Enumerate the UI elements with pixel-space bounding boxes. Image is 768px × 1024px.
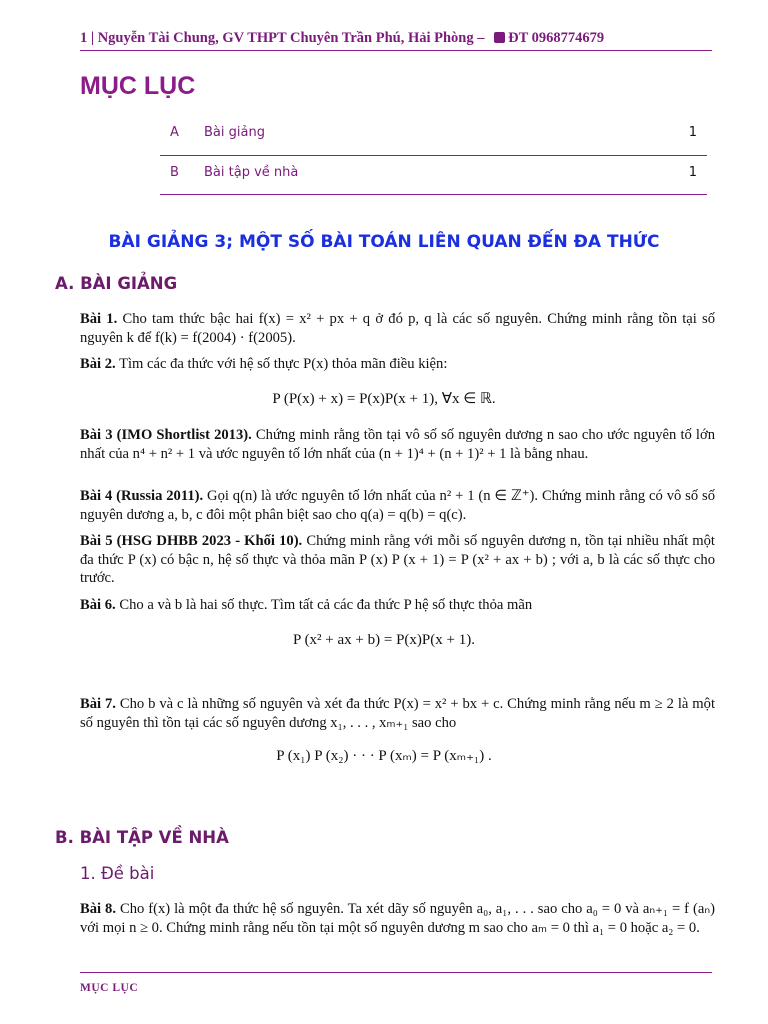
header-rule bbox=[80, 50, 712, 51]
section-b-heading: B. BÀI TẬP VỀ NHÀ bbox=[55, 828, 229, 847]
problem-3 bbox=[80, 426, 715, 463]
problem-text: Cho f(x) là một đa thức hệ số nguyên. Ta xét dãy số nguyên a₀, a₁, . . . sao cho a₀ = 0 và aₙ₊₁ = f (aₙ) với mọi n ≥ 0. Chứng minh rằng nếu tồn tại một số nguyên dương m sao cho aₘ = 0 thì a₁ = 0 hoặc a₂ = 0. bbox=[80, 901, 715, 936]
toc-label: Bài tập về nhà bbox=[204, 165, 299, 180]
toc-letter: B bbox=[170, 165, 179, 180]
phone-number: ĐT 0968774679 bbox=[508, 30, 605, 46]
problem-label: Bài 5 (HSG DHBB 2023 - Khối 10). bbox=[80, 533, 303, 549]
problem-text: Cho a và b là hai số thực. Tìm tất cả các đa thức P hệ số thực thỏa mãn bbox=[119, 597, 533, 613]
equation-2: P (P(x) + x) = P(x)P(x + 1), ∀x ∈ ℝ. bbox=[272, 391, 496, 407]
problem-text: Chứng minh rằng với mỗi số nguyên dương n, tồn tại nhiều nhất một đa thức P (x) có bậc n, hệ số thực và thỏa mãn P (x) P (x + 1) = P (x² + ax + b) ; với a, b là các số thực cho trước. bbox=[80, 533, 715, 586]
toc-page: 1 bbox=[688, 125, 697, 140]
page-number: 1 bbox=[80, 30, 88, 46]
problem-label: Bài 7. bbox=[80, 696, 116, 712]
problem-text: Gọi q(n) là ước nguyên tố lớn nhất của n² + 1 (n ∈ ℤ⁺). Chứng minh rằng có vô số số nguyên dương a, b, c đôi một phân biệt sao cho q(a) = q(b) = q(c). bbox=[80, 488, 715, 523]
toc-label: Bài giảng bbox=[204, 125, 265, 140]
toc-title: MỤC LỤC bbox=[80, 72, 196, 100]
phone-icon bbox=[494, 32, 505, 43]
problem-label: Bài 4 (Russia 2011). bbox=[80, 488, 204, 504]
problem-7 bbox=[80, 695, 715, 732]
equation-7: P (x₁) P (x₂) · · · P (xₘ) = P (xₘ₊₁) . bbox=[276, 748, 492, 764]
problem-text: Cho b và c là những số nguyên và xét đa thức P(x) = x² + bx + c. Chứng minh rằng nếu m ≥ 2 là một số nguyên thì tồn tại các số nguyên dương x₁, . . . , xₘ₊₁ sao cho bbox=[80, 696, 715, 731]
lecture-title: BÀI GIẢNG 3; MỘT SỐ BÀI TOÁN LIÊN QUAN ĐẾN ĐA THỨC bbox=[108, 232, 660, 252]
problem-label: Bài 6. bbox=[80, 597, 116, 613]
page-footer: MỤC LỤC bbox=[80, 982, 139, 994]
problem-label: Bài 8. bbox=[80, 901, 116, 917]
problem-2 bbox=[80, 355, 715, 374]
toc-bottom-rule bbox=[160, 194, 707, 195]
problem-label: Bài 3 (IMO Shortlist 2013). bbox=[80, 427, 252, 443]
problem-8 bbox=[80, 900, 715, 937]
equation-6: P (x² + ax + b) = P(x)P(x + 1). bbox=[293, 632, 475, 648]
toc-item-a[interactable] bbox=[160, 115, 707, 153]
toc-letter: A bbox=[170, 125, 179, 140]
toc-page: 1 bbox=[688, 165, 697, 180]
problem-5 bbox=[80, 532, 715, 588]
problem-text: Cho tam thức bậc hai f(x) = x² + px + q ở đó p, q là các số nguyên. Chứng minh rằng tồn tại số nguyên k để f(k) = f(2004) · f(2005). bbox=[80, 311, 716, 346]
problem-4 bbox=[80, 487, 715, 524]
problem-text: Chứng minh rằng tồn tại vô số số nguyên dương n sao cho ước nguyên tố lớn nhất của n⁴ + n² + 1 và ước nguyên tố lớn nhất của (n + 1)⁴ + (n + 1)² + 1 là bằng nhau. bbox=[80, 427, 715, 462]
problem-label: Bài 2. bbox=[80, 356, 116, 372]
problem-6 bbox=[80, 596, 715, 615]
toc-item-b[interactable] bbox=[160, 155, 707, 193]
footer-rule bbox=[80, 972, 712, 973]
problem-1 bbox=[80, 310, 715, 347]
problem-text: Tìm các đa thức với hệ số thực P(x) thỏa mãn điều kiện: bbox=[119, 356, 448, 372]
author-line: Nguyễn Tài Chung, GV THPT Chuyên Trần Phú, Hải Phòng bbox=[97, 30, 474, 46]
section-a-heading: A. BÀI GIẢNG bbox=[55, 274, 178, 293]
subsection-heading: 1. Đề bài bbox=[80, 864, 155, 883]
page-header: 1 | Nguyễn Tài Chung, GV THPT Chuyên Trần Phú, Hải Phòng – ĐT 0968774679 bbox=[80, 30, 605, 46]
problem-label: Bài 1. bbox=[80, 311, 118, 327]
